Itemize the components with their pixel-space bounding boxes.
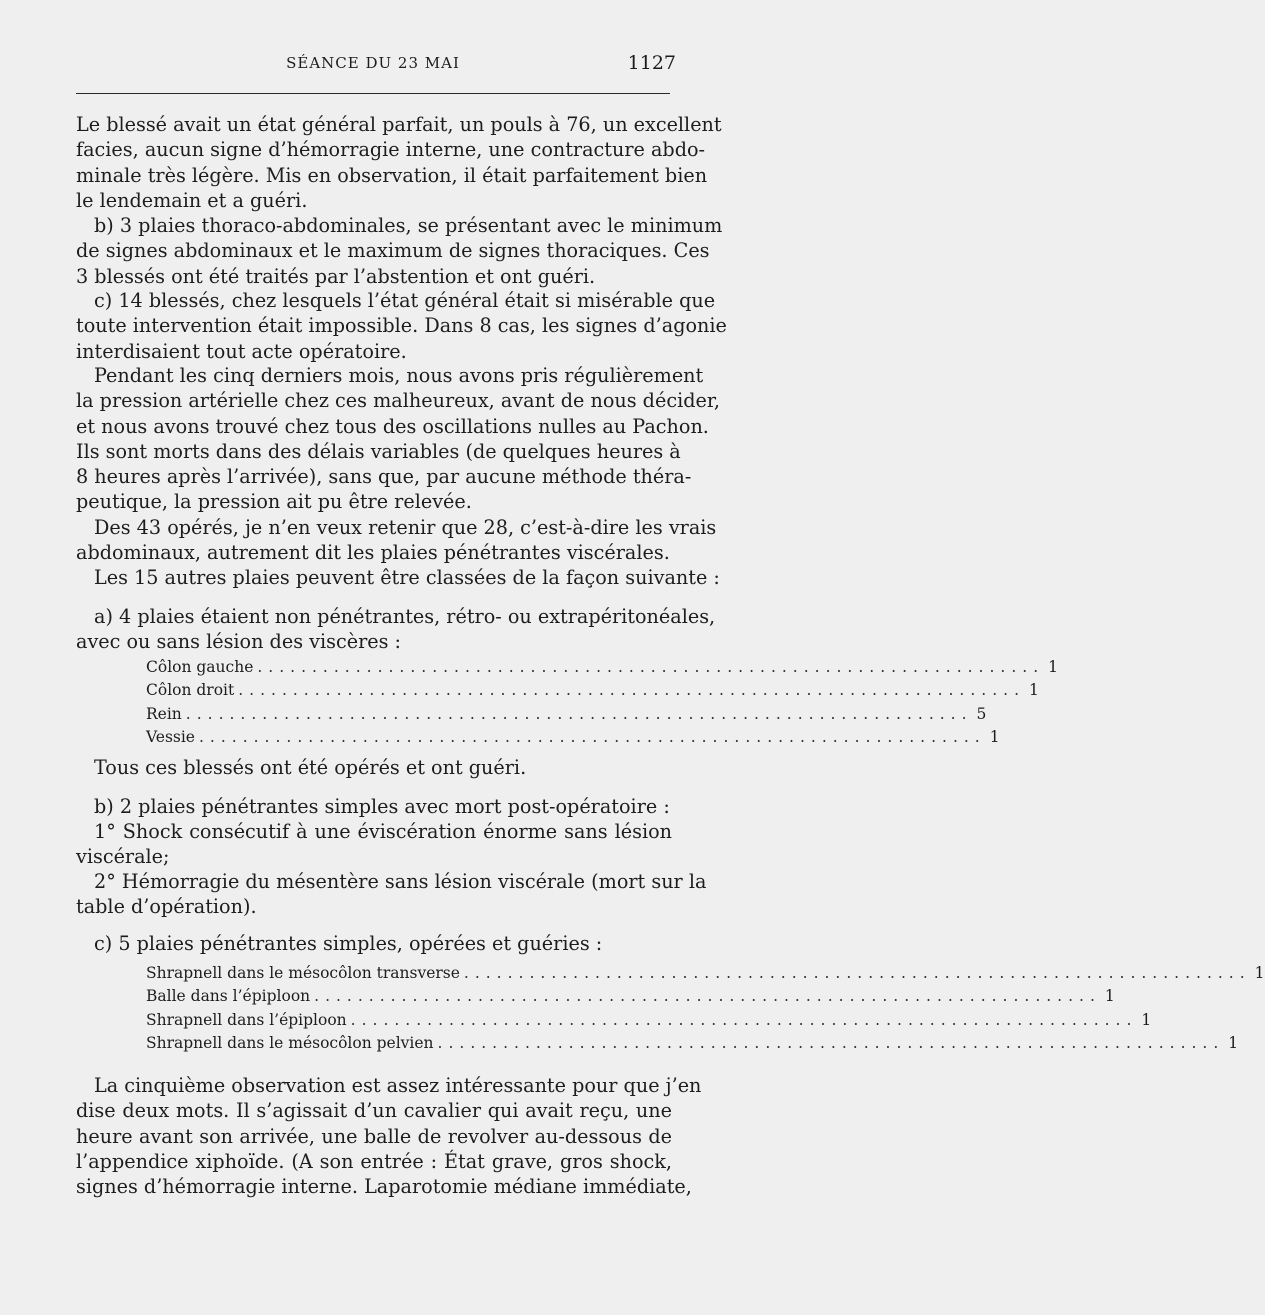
paragraph-b-penetrantes: [76, 794, 672, 819]
text-line: Le blessé avait un état général parfait, un pouls à 76, un excellent: [76, 113, 722, 136]
text-line: La cinquième observation est assez intéressante pour que j’en: [94, 1074, 702, 1097]
text-line: 1° Shock consécutif à une éviscération énorme sans lésion: [94, 820, 672, 843]
text-line: signes d’hémorragie interne. Laparotomie médiane immédiate,: [76, 1175, 692, 1199]
table-penetrantes-gueries: [146, 962, 1265, 1056]
row-value: 1: [1254, 964, 1265, 982]
text-line: dise deux mots. Il s’agissait d’un cavalier qui avait reçu, une: [76, 1099, 672, 1123]
paragraph-opening: [76, 112, 722, 213]
row-value: 1: [1104, 987, 1115, 1006]
row-value: 1: [1141, 1010, 1152, 1029]
paragraph-c-blesses: [76, 288, 727, 364]
table-non-penetrantes: [146, 656, 1058, 750]
table-row: [146, 1032, 1239, 1055]
table-row: [146, 1009, 1152, 1032]
running-title: SÉANCE DU 23 MAI: [286, 54, 460, 72]
row-value: 1: [1228, 1034, 1239, 1053]
text-line: c) 5 plaies pénétrantes simples, opérées et guéries :: [94, 932, 603, 955]
paragraph-les-15: [76, 565, 720, 590]
header-rule: [76, 93, 670, 94]
running-header: [76, 52, 676, 78]
text-line: 8 heures après l’arrivée), sans que, par aucune méthode théra-: [76, 465, 692, 489]
text-line: minale très légère. Mis en observation, il était parfaitement bien: [76, 163, 708, 187]
text-line: peutique, la pression ait pu être relevée.: [76, 490, 472, 514]
text-line: abdominaux, autrement dit les plaies pénétrantes viscérales.: [76, 541, 670, 565]
leader-dots: ........................................................................: [314, 987, 1101, 1006]
leader-dots: ........................................................................: [350, 1010, 1138, 1029]
text-line: Les 15 autres plaies peuvent être classées de la façon suivante :: [94, 566, 720, 589]
row-value: 5: [976, 704, 987, 723]
text-line: l’appendice xiphoïde. (A son entrée : État grave, gros shock,: [76, 1149, 672, 1173]
text-line: 2° Hémorragie du mésentère sans lésion viscérale (mort sur la: [94, 870, 707, 893]
leader-dots: ........................................................................: [463, 964, 1251, 982]
row-label: Côlon droit: [146, 681, 235, 700]
paragraph-a-plaies: [76, 604, 716, 655]
text-line: Des 43 opérés, je n’en veux retenir que 28, c’est-à-dire les vrais: [94, 516, 717, 539]
text-line: le lendemain et a guéri.: [76, 188, 308, 212]
text-line: et nous avons trouvé chez tous des oscillations nulles au Pachon.: [76, 414, 709, 438]
row-value: 1: [1029, 681, 1039, 700]
text-line: facies, aucun signe d’hémorragie interne, une contracture abdo-: [76, 138, 706, 162]
row-label: Côlon gauche: [146, 658, 254, 676]
paragraph-shock: [76, 819, 672, 870]
row-label: Rein: [146, 704, 182, 723]
row-label: Shrapnell dans le mésocôlon pelvien: [146, 1034, 434, 1053]
text-line: interdisaient tout acte opératoire.: [76, 339, 407, 363]
text-line: la pression artérielle chez ces malheureux, avant de nous décider,: [76, 389, 721, 413]
table-row: [146, 656, 1058, 679]
paragraph-cinquieme: [76, 1073, 702, 1199]
text-line: viscérale;: [76, 845, 170, 869]
text-line: avec ou sans lésion des viscères :: [76, 630, 402, 654]
table-row: [146, 703, 987, 726]
paragraph-b-thoraco: [76, 213, 723, 289]
table-row: [146, 985, 1115, 1008]
paragraph-des-43: [76, 515, 717, 566]
leader-dots: ........................................................................: [198, 728, 986, 747]
text-line: Ils sont morts dans des délais variables (de quelques heures à: [76, 439, 681, 463]
text-line: b) 2 plaies pénétrantes simples avec mort post-opératoire :: [94, 795, 670, 818]
text-line: de signes abdominaux et le maximum de signes thoraciques. Ces: [76, 239, 710, 263]
row-label: Shrapnell dans l’épiploon: [146, 1010, 347, 1029]
row-value: 1: [989, 728, 1000, 747]
text-line: b) 3 plaies thoraco-abdominales, se présentant avec le minimum: [94, 214, 723, 237]
leader-dots: ........................................................................: [437, 1034, 1225, 1053]
row-label: Vessie: [146, 728, 195, 747]
paragraph-tous: [76, 755, 672, 780]
text-line: Tous ces blessés ont été opérés et ont guéri.: [94, 756, 527, 779]
table-row: [146, 726, 1000, 749]
text-line: table d’opération).: [76, 895, 257, 919]
text-line: heure avant son arrivée, une balle de revolver au-dessous de: [76, 1124, 672, 1148]
paragraph-pendant: [76, 363, 721, 515]
page-number: 1127: [627, 52, 676, 74]
text-line: Pendant les cinq derniers mois, nous avons pris régulièrement: [94, 364, 704, 387]
row-label: Shrapnell dans le mésocôlon transverse: [146, 964, 460, 982]
paragraph-hemorragie: [76, 869, 707, 920]
table-row: [146, 962, 1265, 985]
row-value: 1: [1048, 658, 1058, 676]
leader-dots: ........................................................................: [257, 658, 1045, 676]
text-line: a) 4 plaies étaient non pénétrantes, rétro- ou extrapéritonéales,: [94, 605, 716, 628]
leader-dots: ........................................................................: [238, 681, 1025, 700]
text-line: c) 14 blessés, chez lesquels l’état général était si misérable que: [94, 289, 716, 312]
text-line: toute intervention était impossible. Dans 8 cas, les signes d’agonie: [76, 314, 727, 338]
paragraph-c-guerie: [76, 931, 672, 956]
table-row: [146, 679, 1039, 702]
text-line: 3 blessés ont été traités par l’abstention et ont guéri.: [76, 264, 596, 288]
leader-dots: ........................................................................: [185, 704, 973, 723]
row-label: Balle dans l’épiploon: [146, 987, 311, 1006]
